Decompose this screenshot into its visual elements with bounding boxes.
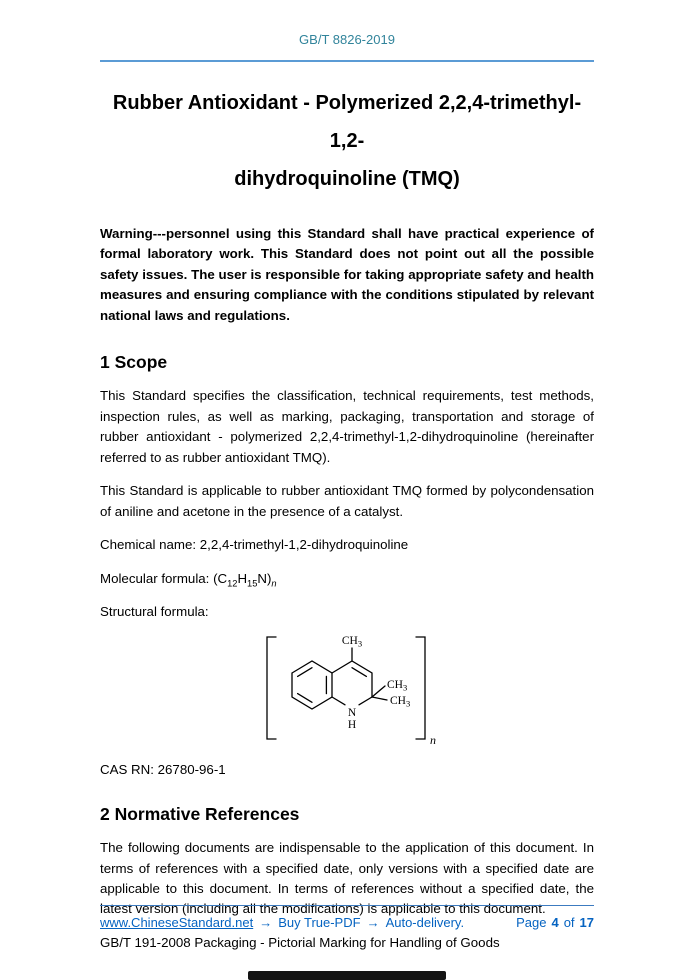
current-page-number: 4 bbox=[551, 915, 559, 930]
tmq-structure-drawing bbox=[250, 627, 445, 747]
document-title bbox=[100, 84, 594, 198]
arrow-icon: → bbox=[366, 915, 380, 930]
c2-methyl-bond-a bbox=[372, 686, 385, 697]
section-heading-scope: 1 Scope bbox=[100, 352, 168, 373]
warning-paragraph: Warning---personnel using this Standard shall have practical experience of formal laboratory work. This Standard does not point out all the possible safety issues. The user is responsible for taking appropriate safety and health measures and ensuring compliance with the conditions stipulated by relevant national laws and regulations. bbox=[100, 226, 594, 323]
page-header bbox=[100, 0, 594, 47]
formula-subscript-12: 12 bbox=[227, 578, 238, 589]
polymer-left-bracket bbox=[267, 637, 276, 739]
formula-prefix: Molecular formula: (C bbox=[100, 570, 228, 586]
c2-n-bond bbox=[359, 697, 372, 705]
molecular-formula-line bbox=[100, 569, 594, 589]
page-footer bbox=[100, 905, 594, 930]
c2-methyl-label-b: $CH_3$ bbox=[389, 694, 410, 709]
scope-paragraph-1: This Standard specifies the classification, technical requirements, test methods, inspection rules, as well as marking, packaging, transportation and storage of rubber antioxidant - polymerized 2,2,4-trimethyl-1,2-dihydroquinoline (hereinafter referred to as rubber antioxidant TMQ). bbox=[100, 388, 594, 465]
title-line-2: dihydroquinoline (TMQ) bbox=[234, 168, 460, 190]
chemical-name-line: Chemical name: 2,2,4-trimethyl-1,2-dihydroquinoline bbox=[100, 537, 409, 553]
of-label: of bbox=[563, 915, 575, 930]
auto-delivery-label: Auto-delivery. bbox=[385, 915, 465, 930]
formula-mid: H bbox=[237, 570, 248, 586]
nitrogen-atom-label: N bbox=[347, 706, 356, 719]
header-divider bbox=[100, 60, 594, 62]
c4-methyl-label: $CH_3$ bbox=[341, 634, 362, 649]
polymer-subscript-n: n bbox=[429, 732, 436, 747]
cas-number-line: CAS RN: 26780-96-1 bbox=[100, 761, 226, 777]
arrow-icon: → bbox=[259, 915, 273, 930]
polymer-right-bracket bbox=[416, 637, 425, 739]
page-number-indicator bbox=[516, 915, 594, 930]
formula-subscript-n: n bbox=[271, 578, 277, 589]
structural-formula-label: Structural formula: bbox=[100, 604, 209, 620]
c2-methyl-label-a: $CH_3$ bbox=[386, 678, 407, 693]
page-label: Page bbox=[516, 915, 547, 930]
footer-left bbox=[100, 915, 464, 930]
scope-paragraph-2: This Standard is applicable to rubber antioxidant TMQ formed by polycondensation of aniline and acetone in the presence of a catalyst. bbox=[100, 483, 594, 519]
standard-number: GB/T 8826-2019 bbox=[299, 32, 395, 47]
home-indicator-bar bbox=[248, 971, 446, 980]
section-heading-references: 2 Normative References bbox=[100, 804, 300, 825]
reference-item-gbt191: GB/T 191-2008 Packaging - Pictorial Marking for Handling of Goods bbox=[100, 934, 500, 950]
structural-formula-diagram bbox=[100, 627, 594, 752]
buy-pdf-label: Buy True-PDF bbox=[278, 915, 361, 930]
site-link[interactable]: www.ChineseStandard.net bbox=[100, 915, 254, 930]
pyridine-ring-bonds bbox=[332, 661, 372, 697]
formula-tail: N) bbox=[257, 570, 272, 586]
title-line-1: Rubber Antioxidant - Polymerized 2,2,4-trimethyl-1,2- bbox=[112, 92, 582, 152]
nh-hydrogen-label: H bbox=[347, 718, 356, 731]
c8a-n-bond bbox=[332, 697, 345, 705]
references-paragraph: The following documents are indispensable to the application of this document. In terms of references with a specified date, only versions with a specified date are applicable to this document. In terms of references without a specified date, the latest version (including all the modifications) is applicable to this document. bbox=[100, 840, 594, 917]
total-page-number: 17 bbox=[579, 915, 594, 930]
c2-methyl-bond-b bbox=[372, 697, 387, 700]
formula-subscript-15: 15 bbox=[247, 578, 258, 589]
